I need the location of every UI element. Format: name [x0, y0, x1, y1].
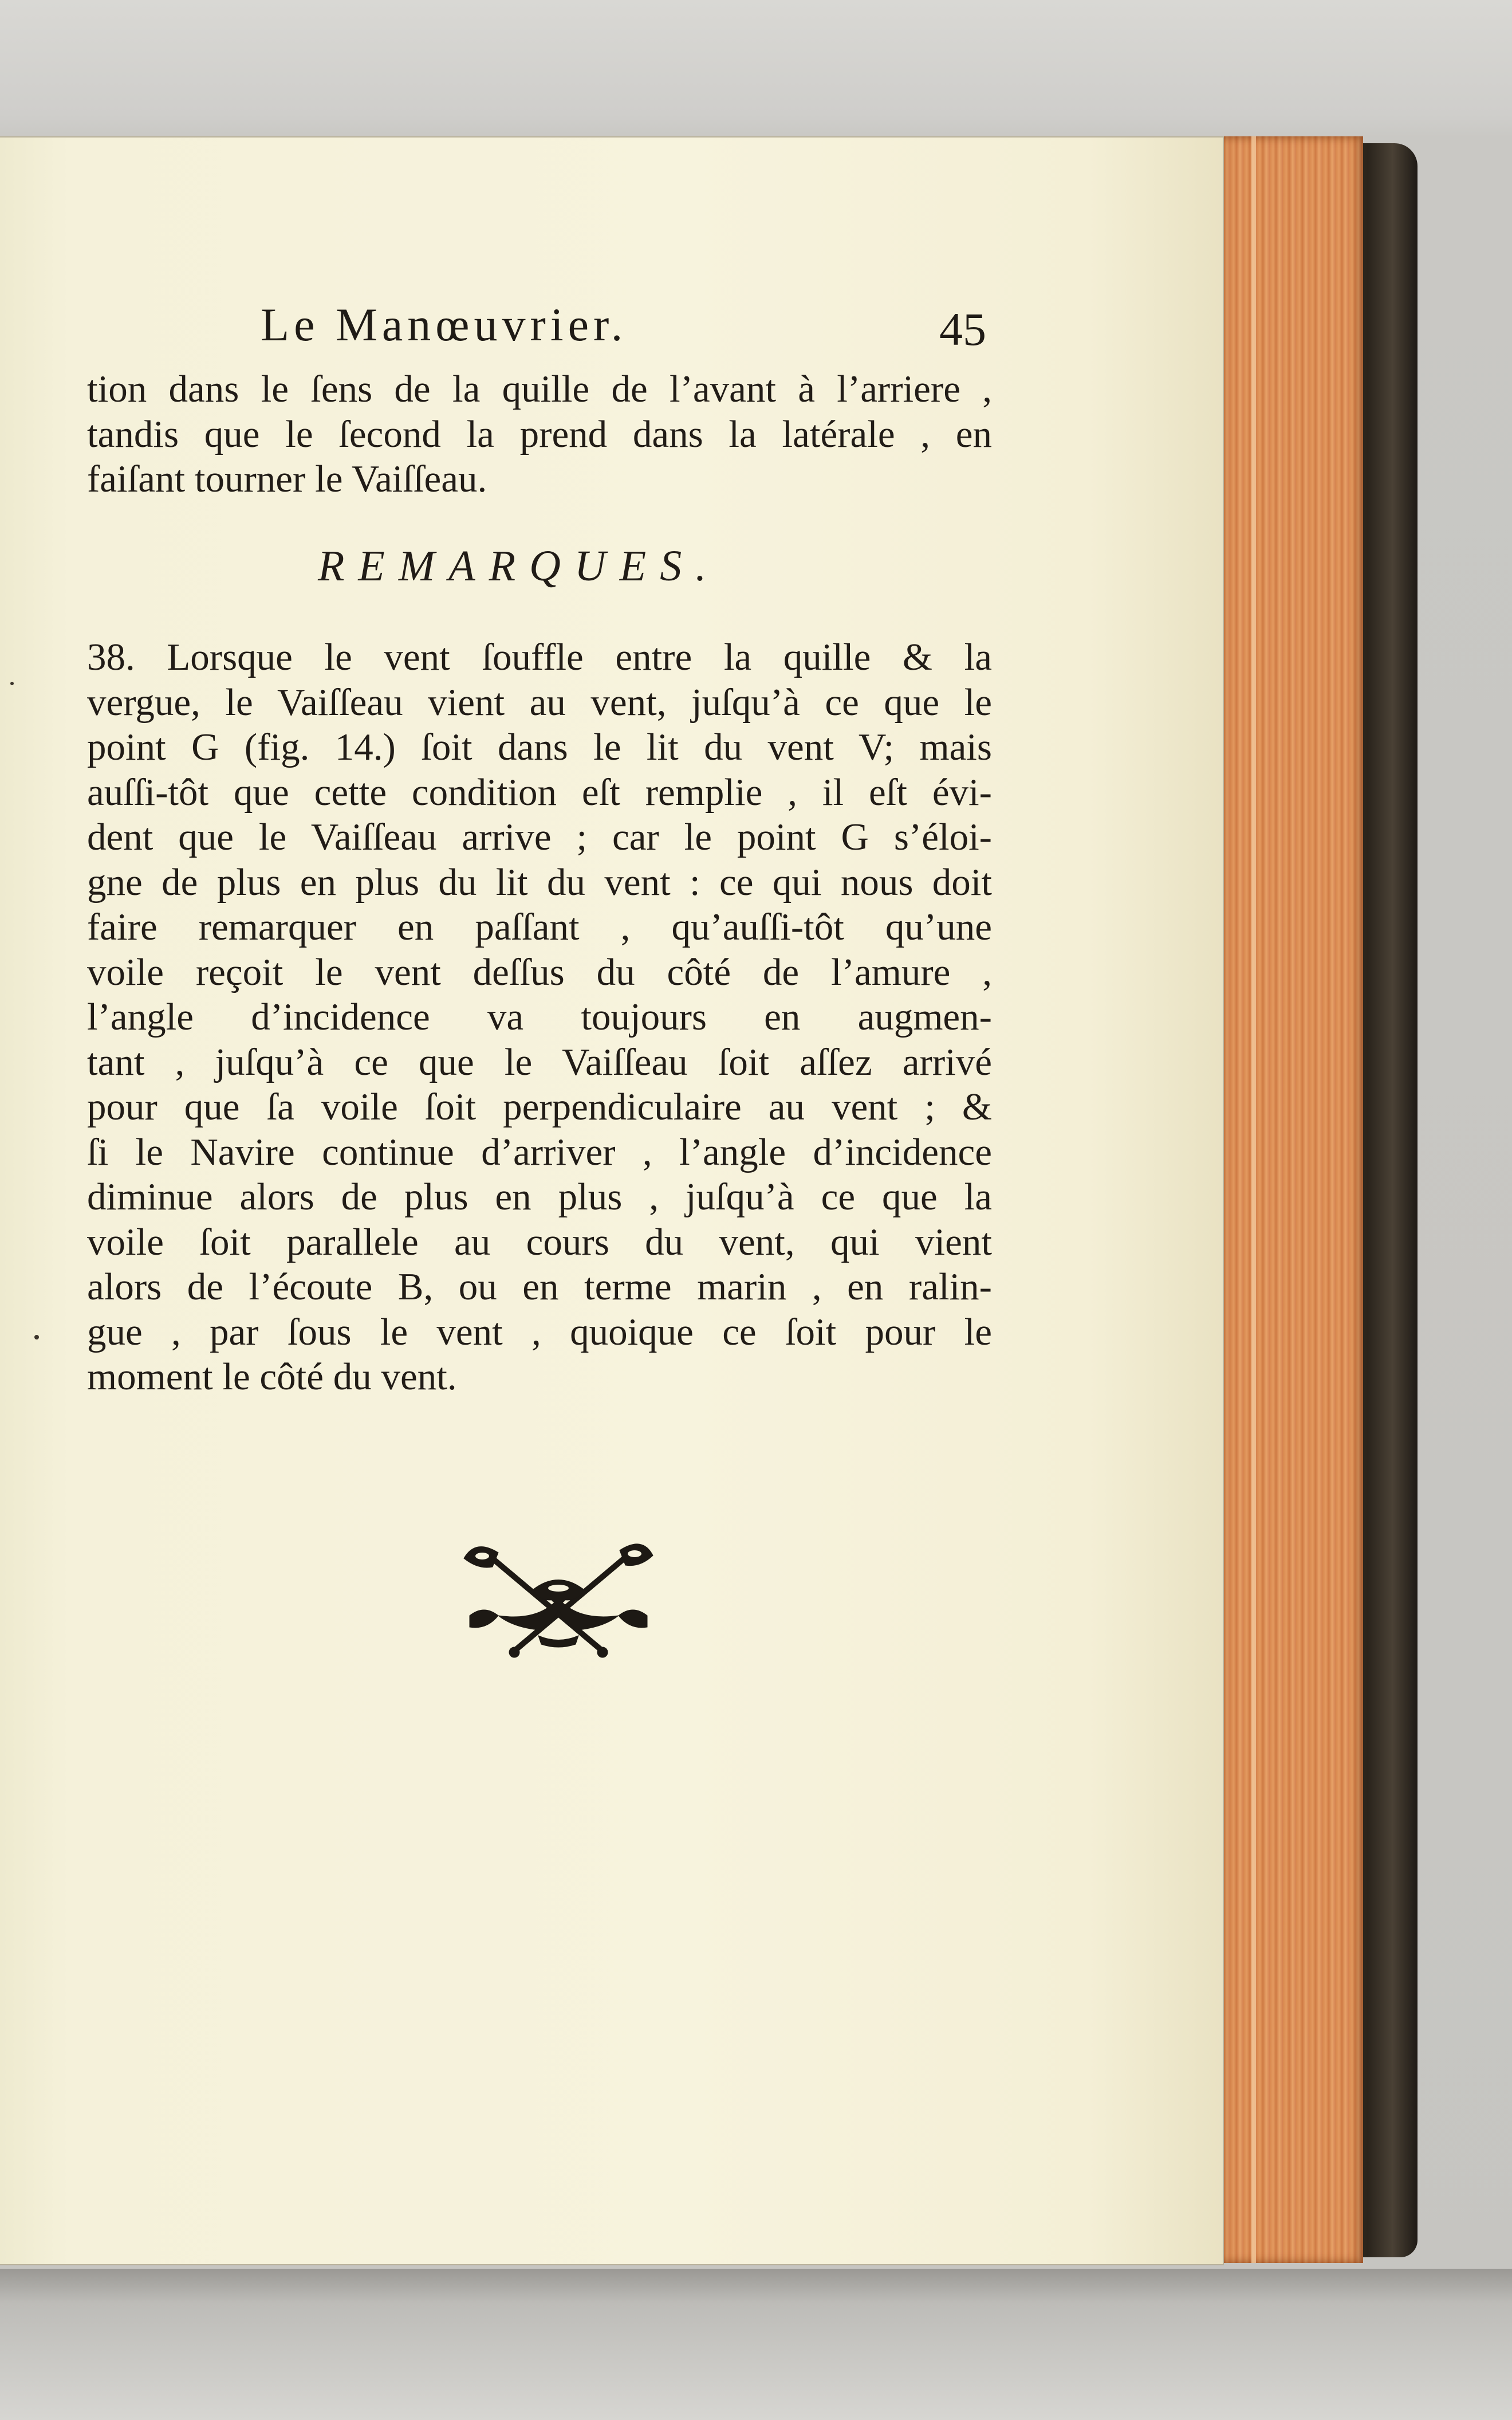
text-line: ſi le Navire continue d’arriver , l’angle d’incidence: [87, 1130, 992, 1173]
text-line: gne de plus en plus du lit du vent : ce qui nous doit: [87, 861, 992, 903]
running-title: Le Manœuvrier.: [261, 298, 628, 351]
text-line: tant , juſqu’à ce que le Vaiſſeau ſoit aſſez arrivé: [87, 1040, 992, 1083]
ink-speck: [10, 682, 14, 685]
page-header: [0, 298, 1223, 361]
text-line: voile ſoit parallele au cours du vent, qui vient: [87, 1220, 992, 1263]
text-line: pour que ſa voile ſoit perpendiculaire au vent ; &: [87, 1086, 992, 1128]
book-fore-edge: [1217, 136, 1363, 2263]
text-line: faiſant tourner le Vaiſſeau.: [87, 458, 487, 500]
text-line: tandis que le ſecond la prend dans la latérale , en: [87, 412, 992, 455]
text-line: tion dans le ſens de la quille de l’avant à l’arriere ,: [87, 368, 992, 410]
paragraph-38: [87, 635, 992, 1400]
continuation-text: [87, 367, 992, 502]
scan-bottom-shadow: [0, 2269, 1512, 2420]
text-line: diminue alors de plus en plus , juſqu’à ce que la: [87, 1176, 992, 1218]
text-line: dent que le Vaiſſeau arrive ; car le point G s’éloi-: [87, 816, 992, 858]
fore-edge-highlight: [1251, 136, 1256, 2263]
crossed-trumpets-ornament-icon: [458, 1535, 659, 1667]
text-line: auſſi-tôt que cette condition eſt remplie , il eſt évi-: [87, 771, 992, 814]
text-line: gue , par ſous le vent , quoique ce ſoit pour le: [87, 1310, 992, 1353]
text-line: alors de l’écoute B, ou en terme marin , en ralin-: [87, 1266, 992, 1308]
text-line: voile reçoit le vent deſſus du côté de l’amure ,: [87, 950, 992, 993]
ink-speck: [34, 1335, 39, 1339]
page-number: 45: [939, 303, 986, 355]
text-line: moment le côté du vent.: [87, 1356, 457, 1398]
text-line: faire remarquer en paſſant , qu’auſſi-tôt qu’une: [87, 906, 992, 948]
text-line: vergue, le Vaiſſeau vient au vent, juſqu’à ce que le: [87, 681, 992, 724]
text-line: l’angle d’incidence va toujours en augmen-: [87, 996, 992, 1038]
section-heading: REMARQUES.: [318, 542, 720, 590]
text-line: point G (fig. 14.) ſoit dans le lit du vent V; mais: [87, 726, 992, 768]
text-line: 38. Lorsque le vent ſouffle entre la quille & la: [87, 636, 992, 678]
